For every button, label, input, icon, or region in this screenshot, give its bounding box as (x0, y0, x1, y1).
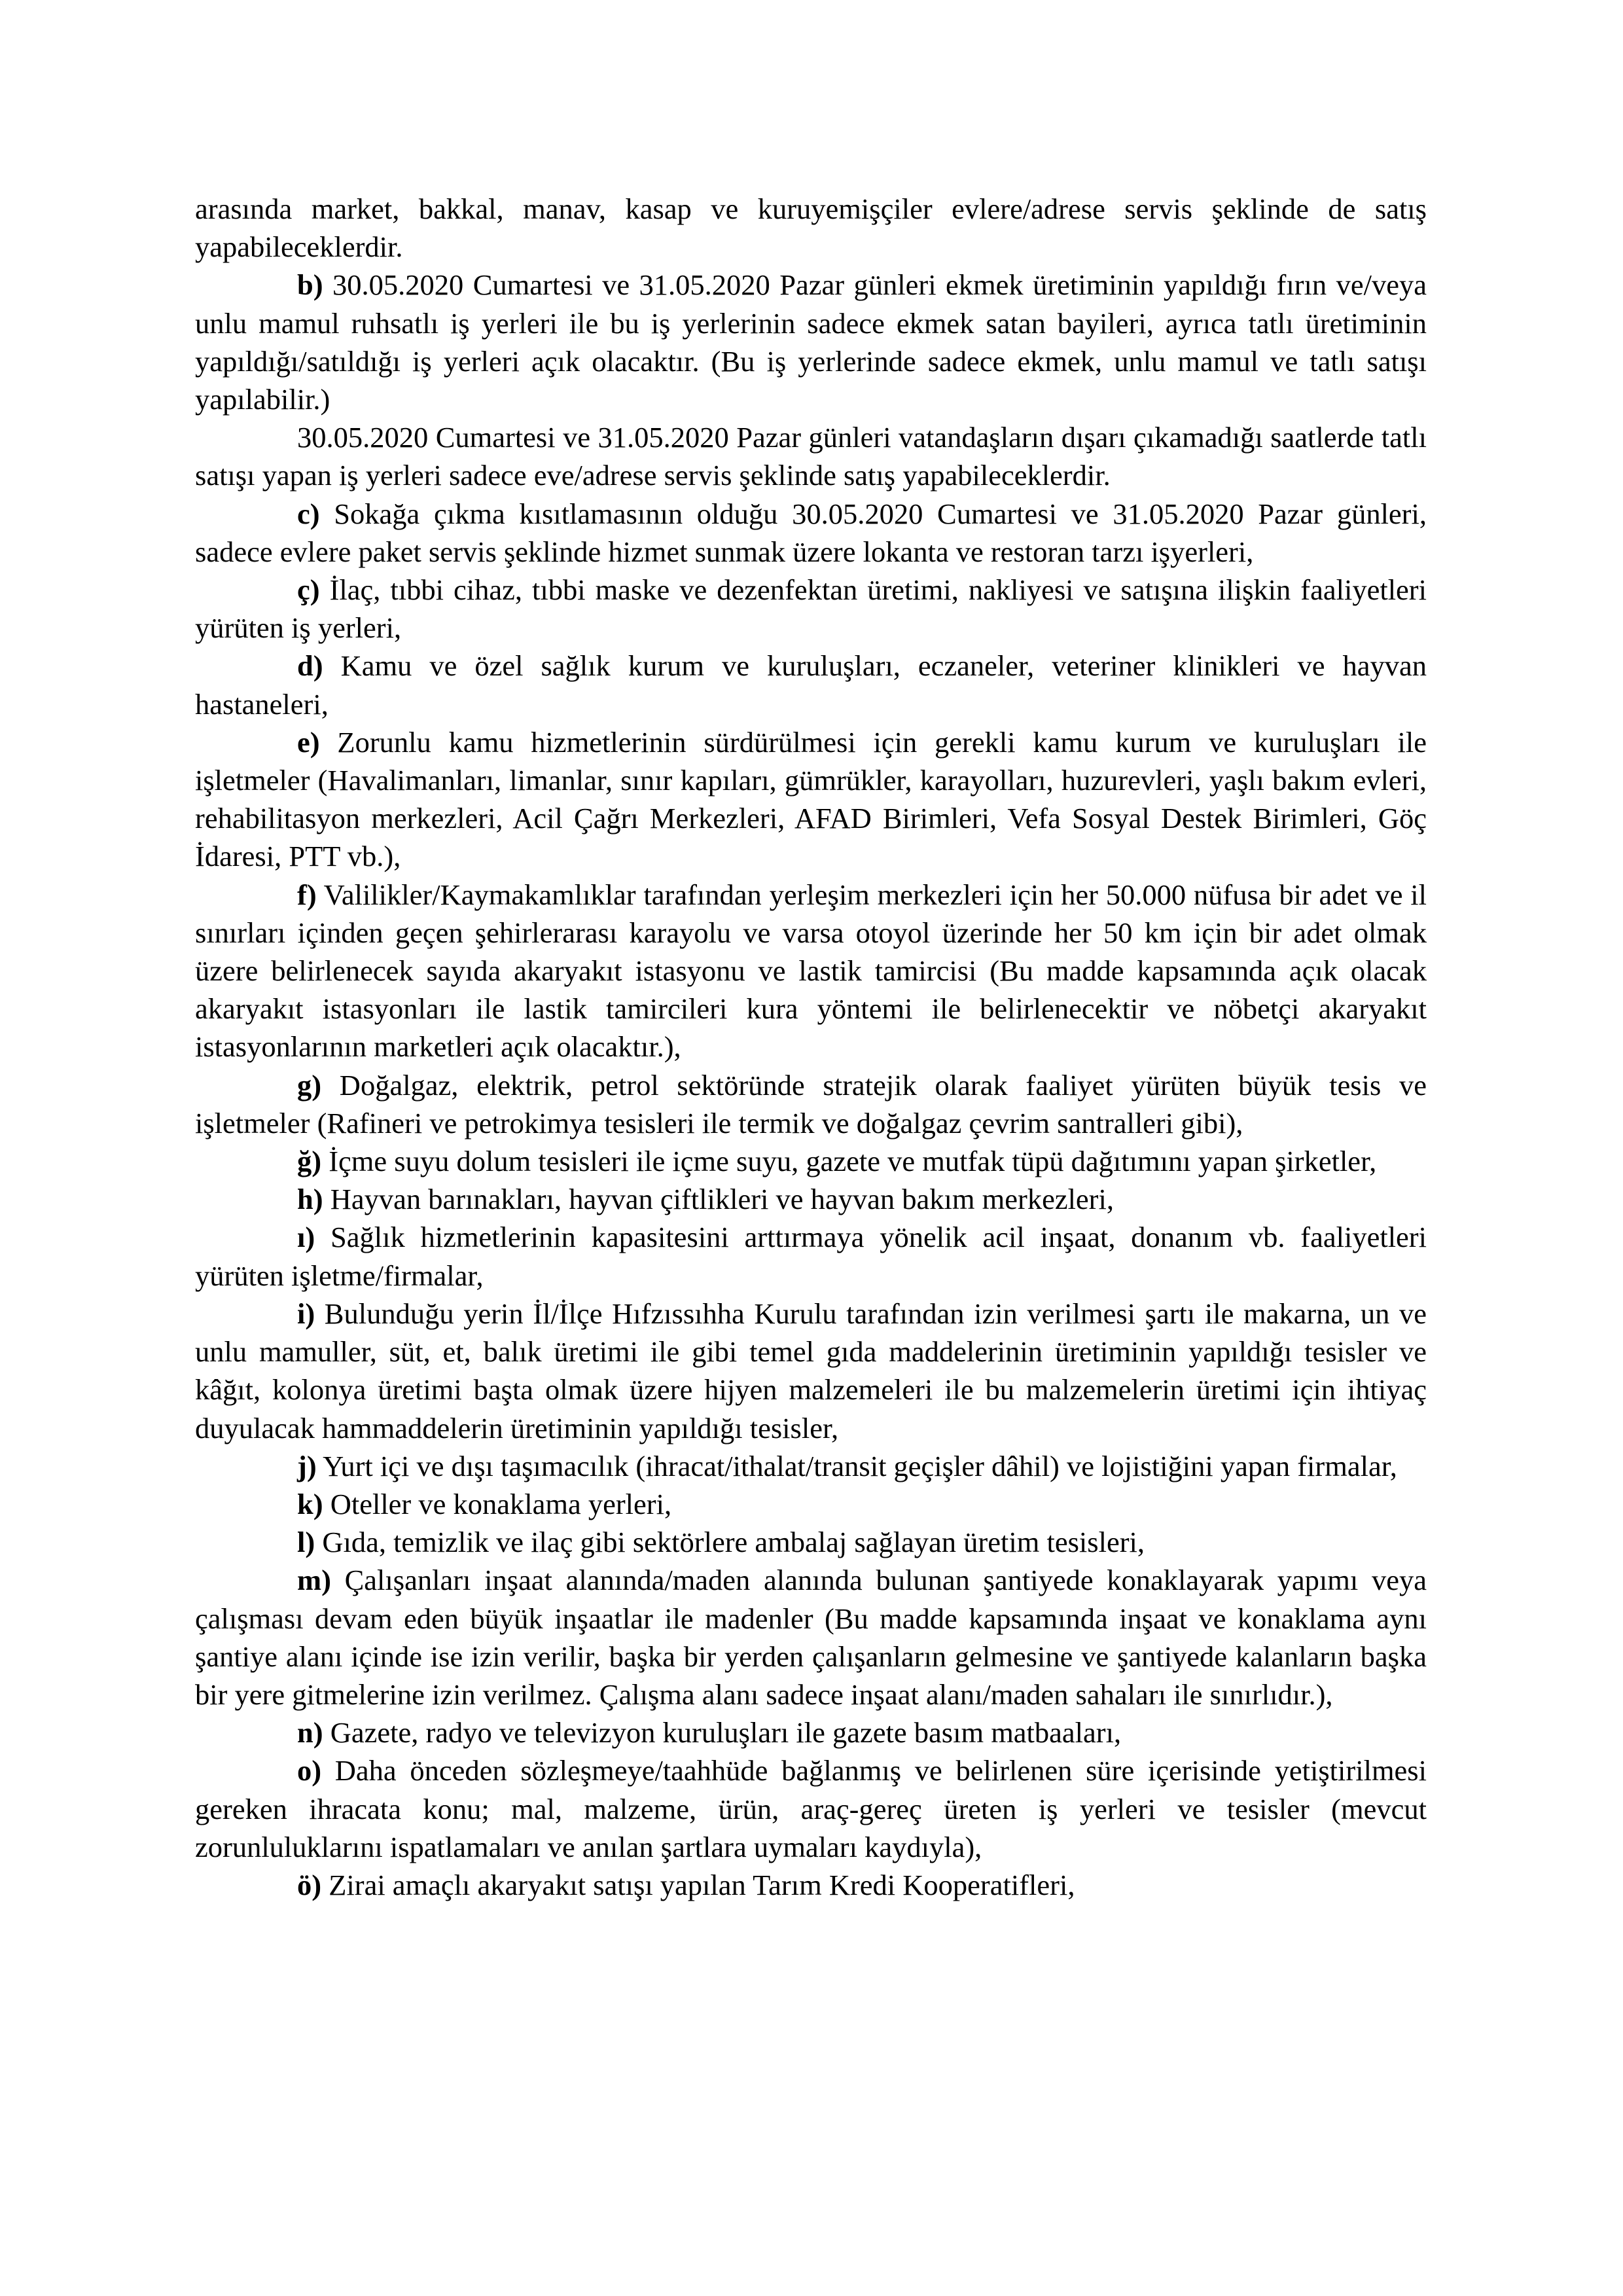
list-item-c (195, 495, 1427, 571)
list-item-text: Çalışanları inşaat alanında/maden alanında bulunan şantiyede konaklayarak yapımı veya çalışması devam eden büyük inşaatlar ile madenler (Bu madde kapsamında inşaat ve konaklama aynı şantiye alanı içinde ise izin verilir, başka bir yerden çalışanların gelmesine ve şantiyede kalanların başka bir yere gitmelerine izin verilmez. Çalışma alanı sadece inşaat alanı/maden sahaları ile sınırlıdır.), (195, 1564, 1427, 1711)
list-item-label: d) (297, 649, 323, 683)
list-item-text: Sağlık hizmetlerinin kapasitesini arttırmaya yönelik acil inşaat, donanım vb. faaliyetleri yürüten işletme/firmalar, (195, 1221, 1427, 1292)
list-item-o (195, 1751, 1427, 1866)
list-item-k (195, 1485, 1427, 1523)
list-item-c-cedilla (195, 571, 1427, 647)
list-item-label: ğ) (297, 1145, 322, 1178)
list-item-text: Sokağa çıkma kısıtlamasının olduğu 30.05.2020 Cumartesi ve 31.05.2020 Pazar günleri, sadece evlere paket servis şeklinde hizmet sunmak üzere lokanta ve restoran tarzı işyerleri, (195, 497, 1427, 568)
paragraph-b-continued (195, 418, 1427, 494)
list-item-b (195, 266, 1427, 418)
list-item-text: İlaç, tıbbi cihaz, tıbbi maske ve dezenfektan üretimi, nakliyesi ve satışına ilişkin faaliyetleri yürüten iş yerleri, (195, 573, 1427, 645)
list-item-text: Hayvan barınakları, hayvan çiftlikleri ve hayvan bakım merkezleri, (323, 1183, 1114, 1216)
list-item-text: Kamu ve özel sağlık kurum ve kuruluşları, eczaneler, veteriner klinikleri ve hayvan hastaneleri, (195, 649, 1427, 721)
list-item-label: o) (297, 1754, 322, 1787)
list-item-text: Gıda, temizlik ve ilaç gibi sektörlere ambalaj sağlayan üretim tesisleri, (315, 1526, 1145, 1559)
list-item-text: Gazete, radyo ve televizyon kuruluşları ile gazete basım matbaaları, (323, 1716, 1122, 1749)
list-item-label: c) (297, 497, 320, 530)
list-item-i (195, 1295, 1427, 1447)
list-item-label: ö) (297, 1868, 322, 1901)
list-item-label: n) (297, 1716, 323, 1749)
list-item-d (195, 647, 1427, 723)
document-page (195, 190, 1427, 1904)
list-item-j (195, 1447, 1427, 1485)
list-item-label: m) (297, 1564, 331, 1597)
list-item-e (195, 723, 1427, 876)
list-item-text: İçme suyu dolum tesisleri ile içme suyu, gazete ve mutfak tüpü dağıtımını yapan şirketler, (321, 1145, 1377, 1178)
list-item-label: e) (297, 725, 320, 759)
list-item-text: 30.05.2020 Cumartesi ve 31.05.2020 Pazar günleri ekmek üretiminin yapıldığı fırın ve/veya unlu mamul ruhsatlı iş yerleri ile bu iş yerlerinin sadece ekmek satan bayileri, ayrıca tatlı üretiminin yapıldığı/satıldığı iş yerleri açık olacaktır. (Bu iş yerlerinde sadece ekmek, unlu mamul ve tatlı satışı yapılabilir.) (195, 268, 1427, 416)
list-item-text: Valilikler/Kaymakamlıklar tarafından yerleşim merkezleri için her 50.000 nüfusa bir adet ve il sınırları içinden geçen şehirlerarası karayolu ve varsa otoyol üzerinde her 50 km için bir adet olmak üzere belirlenecek sayıda akaryakıt istasyonu ve lastik tamircisi (Bu madde kapsamında açık olacak akaryakıt istasyonları ile lastik tamircileri kura yöntemi ile belirlenecektir ve nöbetçi akaryakıt istasyonlarının marketleri açık olacaktır.), (195, 878, 1427, 1064)
paragraph-text: 30.05.2020 Cumartesi ve 31.05.2020 Pazar günleri vatandaşların dışarı çıkamadığı saatlerde tatlı satışı yapan iş yerleri sadece eve/adrese servis şeklinde satış yapabileceklerdir. (195, 421, 1427, 492)
list-item-text: Zirai amaçlı akaryakıt satışı yapılan Tarım Kredi Kooperatifleri, (321, 1868, 1075, 1901)
paragraph-text: arasında market, bakkal, manav, kasap ve kuruyemişçiler evlere/adrese servis şeklinde de satış yapabileceklerdir. (195, 192, 1427, 264)
list-item-label: ı) (297, 1221, 315, 1254)
list-item-label: ç) (297, 573, 320, 607)
list-item-text: Zorunlu kamu hizmetlerinin sürdürülmesi için gerekli kamu kurum ve kuruluşları ile işletmeler (Havalimanları, limanlar, sınır kapıları, gümrükler, karayolları, huzurevleri, yaşlı bakım evleri, rehabilitasyon merkezleri, Acil Çağrı Merkezleri, AFAD Birimleri, Vefa Sosyal Destek Birimleri, Göç İdaresi, PTT vb.), (195, 725, 1427, 873)
list-item-m (195, 1561, 1427, 1713)
list-item-label: k) (297, 1487, 323, 1520)
list-item-label: f) (297, 878, 317, 911)
list-item-g-breve (195, 1142, 1427, 1180)
list-item-label: j) (297, 1449, 317, 1482)
list-item-n (195, 1713, 1427, 1751)
list-item-dotless-i (195, 1218, 1427, 1294)
list-item-label: h) (297, 1183, 323, 1216)
list-item-label: g) (297, 1068, 322, 1102)
list-item-text: Yurt içi ve dışı taşımacılık (ihracat/ithalat/transit geçişler dâhil) ve lojistiğini yapan firmalar, (316, 1449, 1397, 1482)
list-item-label: i) (297, 1297, 315, 1330)
list-item-text: Daha önceden sözleşmeye/taahhüde bağlanmış ve belirlenen süre içerisinde yetiştirilmesi gereken ihracata konu; mal, malzeme, ürün, araç-gereç üreten iş yerleri ve tesisler (mevcut zorunluluklarını ispatlamaları ve anılan şartlara uymaları kaydıyla), (195, 1754, 1427, 1863)
list-item-o-umlaut (195, 1866, 1427, 1904)
list-item-text: Oteller ve konaklama yerleri, (323, 1487, 672, 1520)
list-item-label: l) (297, 1526, 315, 1559)
list-item-l (195, 1523, 1427, 1561)
list-item-g (195, 1066, 1427, 1142)
list-item-text: Bulunduğu yerin İl/İlçe Hıfzıssıhha Kurulu tarafından izin verilmesi şartı ile makarna, un ve unlu mamuller, süt, et, balık üretimi ile gibi temel gıda maddelerinin üretiminin yapıldığı tesisler ve kâğıt, kolonya üretimi başta olmak üzere hijyen malzemeleri ile bu malzemelerin üretimi için ihtiyaç duyulacak hammaddelerin üretiminin yapıldığı tesisler, (195, 1297, 1427, 1444)
list-item-h (195, 1180, 1427, 1218)
list-item-f (195, 876, 1427, 1066)
list-item-label: b) (297, 268, 323, 302)
list-item-text: Doğalgaz, elektrik, petrol sektöründe stratejik olarak faaliyet yürüten büyük tesis ve işletmeler (Rafineri ve petrokimya tesisleri ile termik ve doğalgaz çevrim santralleri gibi), (195, 1068, 1427, 1139)
paragraph-continuation (195, 190, 1427, 266)
